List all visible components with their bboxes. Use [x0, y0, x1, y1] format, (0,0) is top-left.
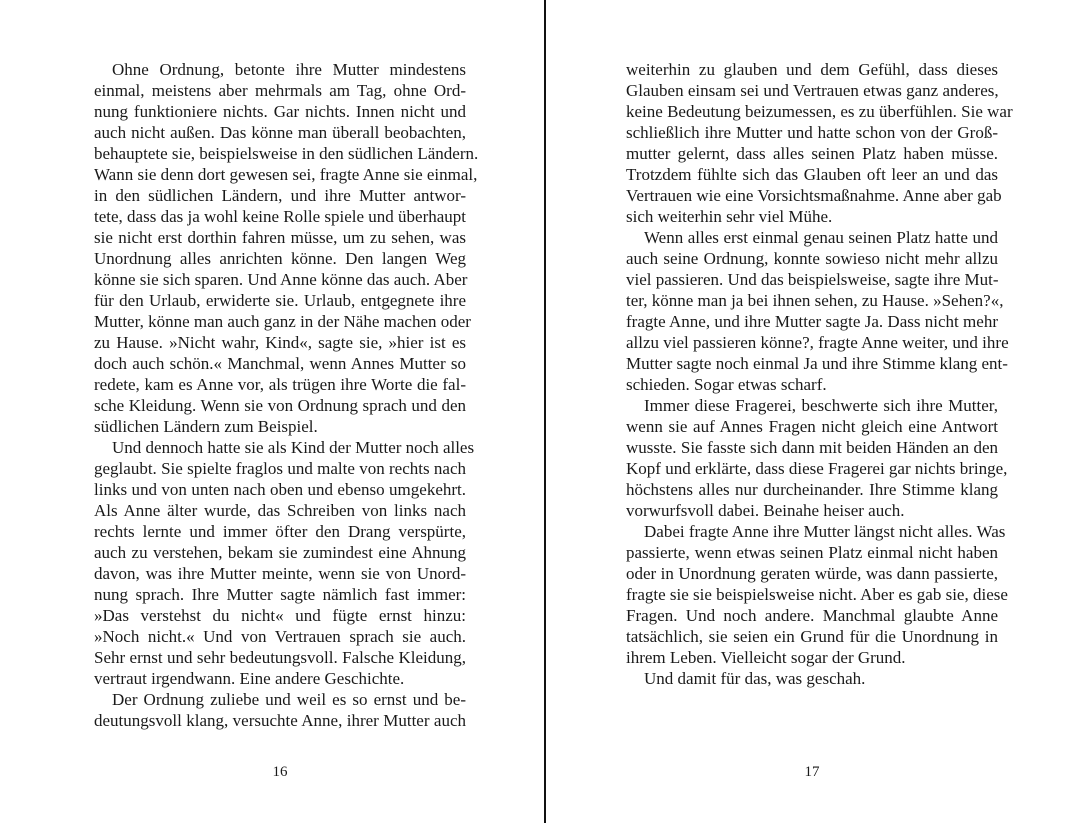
text-line: Dabei fragte Anne ihre Mutter längst nicht alles. Was	[644, 522, 1006, 541]
page-number-left: 16	[272, 764, 288, 780]
text-line: fragte sie sie beispielsweise nicht. Aber es gab sie, diese	[626, 585, 1008, 604]
text-line: schieden. Sogar etwas scharf.	[626, 375, 827, 394]
text-line: Sehr ernst und sehr bedeutungsvoll. Falsche Kleidung,	[94, 648, 466, 667]
text-line: vorwurfsvoll dabei. Beinahe heiser auch.	[626, 501, 905, 520]
page-number-right: 17	[804, 764, 820, 780]
text-line: Als Anne älter wurde, das Schreiben von links nach	[94, 501, 466, 520]
text-line: wusste. Sie fasste sich dann mit beiden Händen an den	[626, 438, 998, 457]
text-line: Mutter sagte noch einmal Ja und ihre Stimme klang ent-	[626, 354, 1008, 373]
page-gutter-divider	[544, 0, 546, 823]
text-line: fragte Anne, und ihre Mutter sagte Ja. Dass nicht mehr	[626, 312, 998, 331]
text-line: Der Ordnung zuliebe und weil es so ernst und be-	[112, 690, 466, 709]
text-line: zu Hause. »Nicht wahr, Kind«, sagte sie, »hier ist es	[94, 333, 466, 352]
text-line: tete, dass das ja wohl keine Rolle spiele und überhaupt	[94, 207, 467, 226]
text-line: deutungsvoll klang, versuchte Anne, ihrer Mutter auch	[94, 711, 466, 730]
text-line: redete, kam es Anne vor, als trügen ihre Worte die fal-	[94, 375, 466, 394]
text-line: auch nicht außen. Das könne man überall beobachten,	[94, 123, 466, 142]
text-line: wenn sie auf Annes Fragen nicht gleich eine Antwort	[626, 417, 998, 436]
text-line: rechts lernte und immer öfter den Drang verspürte,	[94, 522, 466, 541]
text-line: Vertrauen wie eine Vorsichtsmaßnahme. Anne aber gab	[626, 186, 1002, 205]
text-line: in den südlichen Ländern, und ihre Mutter antwor-	[94, 186, 466, 205]
text-line: könne sie sich sparen. Und Anne könne das auch. Aber	[94, 270, 468, 289]
text-line: Unordnung alles anrichten könne. Den langen Weg	[94, 249, 466, 268]
text-line: sich weiterhin sehr viel Mühe.	[626, 207, 833, 226]
text-line: Und dennoch hatte sie als Kind der Mutter noch alles	[112, 438, 475, 457]
text-line: nung sprach. Ihre Mutter sagte nämlich fast immer:	[94, 585, 466, 604]
text-line: vertraut irgendwann. Eine andere Geschichte.	[94, 669, 405, 688]
text-line: Und damit für das, was geschah.	[644, 669, 866, 688]
text-line: auch seine Ordnung, konnte sowieso nicht mehr allzu	[626, 249, 998, 268]
text-line: Ohne Ordnung, betonte ihre Mutter mindestens	[112, 60, 466, 79]
text-line: »Noch nicht.« Und von Vertrauen sprach sie auch.	[94, 627, 466, 646]
text-line: »Das verstehst du nicht« und fügte ernst hinzu:	[94, 606, 466, 625]
text-line: links und von unten nach oben und ebenso umgekehrt.	[94, 480, 466, 499]
text-line: oder in Unordnung geraten würde, was dann passierte,	[626, 564, 998, 583]
text-line: behauptete sie, beispielsweise in den südlichen Ländern.	[94, 144, 479, 163]
text-line: Glauben einsam sei und Vertrauen etwas ganz anderes,	[626, 81, 999, 100]
text-line: schließlich ihre Mutter und hatte schon von der Groß-	[626, 123, 998, 142]
text-line: geglaubt. Sie spielte fraglos und malte von rechts nach	[94, 459, 466, 478]
text-line: sie nicht erst dorthin fahren müsse, um zu sehen, was	[94, 228, 466, 247]
text-line: Mutter, könne man auch ganz in der Nähe machen oder	[94, 312, 471, 331]
text-line: tatsächlich, sie seien ein Grund für die Unordnung in	[626, 627, 998, 646]
left-page-text	[94, 59, 479, 731]
text-line: Wann sie denn dort gewesen sei, fragte Anne sie einmal,	[94, 165, 478, 184]
text-line: sche Kleidung. Wenn sie von Ordnung sprach und den	[94, 396, 466, 415]
text-line: Immer diese Fragerei, beschwerte sich ihre Mutter,	[644, 396, 998, 415]
text-line: passierte, wenn etwas seinen Platz einmal nicht haben	[626, 543, 998, 562]
text-line: davon, was ihre Mutter meinte, wenn sie von Unord-	[94, 564, 466, 583]
text-line: Kopf und erklärte, dass diese Fragerei gar nichts bringe,	[626, 459, 1008, 478]
text-line: Fragen. Und noch andere. Manchmal glaubte Anne	[626, 606, 998, 625]
text-line: allzu viel passieren könne?, fragte Anne weiter, und ihre	[626, 333, 1009, 352]
text-line: auch zu verstehen, bekam sie zumindest eine Ahnung	[94, 543, 466, 562]
text-line: Trotzdem fühlte sich das Glauben oft leer an und das	[626, 165, 998, 184]
text-line: viel passieren. Und das beispielsweise, sagte ihre Mut-	[626, 270, 999, 289]
right-page-text	[626, 59, 1013, 689]
text-line: keine Bedeutung beizumessen, es zu überfühlen. Sie war	[626, 102, 1013, 121]
text-line: höchstens alles nur durcheinander. Ihre Stimme klang	[626, 480, 998, 499]
text-line: südlichen Ländern zum Beispiel.	[94, 417, 318, 436]
text-line: für den Urlaub, erwiderte sie. Urlaub, entgegnete ihre	[94, 291, 466, 310]
text-line: doch auch schön.« Manchmal, wenn Annes Mutter so	[94, 354, 466, 373]
text-line: einmal, meistens aber mehrmals am Tag, ohne Ord-	[94, 81, 466, 100]
text-line: mutter gelernt, dass alles seinen Platz haben müsse.	[626, 144, 998, 163]
text-line: ihrem Leben. Vielleicht sogar der Grund.	[626, 648, 906, 667]
text-line: Wenn alles erst einmal genau seinen Platz hatte und	[644, 228, 998, 247]
text-line: nung funktioniere nichts. Gar nichts. Innen nicht und	[94, 102, 466, 121]
text-line: ter, könne man ja bei ihnen sehen, zu Hause. »Sehen?«,	[626, 291, 1004, 310]
text-line: weiterhin zu glauben und dem Gefühl, dass dieses	[626, 60, 998, 79]
